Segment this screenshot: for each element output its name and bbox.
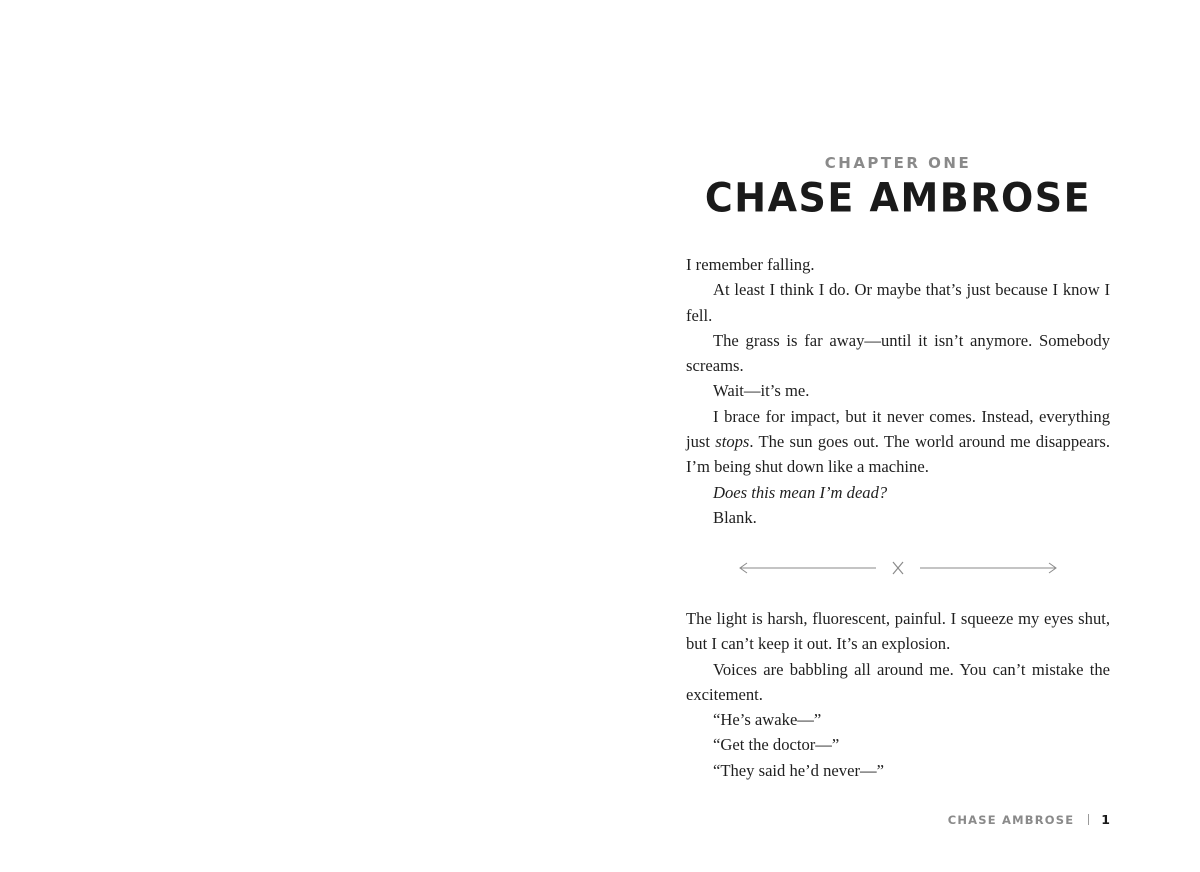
section-two-text (686, 606, 1110, 783)
page-number: 1 (1101, 812, 1110, 827)
paragraph: “He’s awake—” (713, 710, 822, 730)
paragraph: Wait—it’s me. (713, 381, 810, 401)
paragraph: The grass is far away—until it isn’t anymore. Somebody screams. (686, 330, 1110, 376)
paragraph: Blank. (713, 507, 757, 527)
italic-thought: Does this mean I’m dead? (713, 482, 888, 502)
paragraph-lead: I brace for impact, but it never comes. Instead, everything just (686, 406, 1110, 452)
paragraph (686, 404, 1110, 480)
paragraph: At least I think I do. Or maybe that’s just because I know I fell. (686, 280, 1110, 325)
footer-divider (1088, 814, 1089, 825)
paragraph: I remember falling. (686, 255, 815, 274)
running-title: CHASE AMBROSE (947, 812, 1075, 827)
running-footer (948, 812, 1110, 827)
section-break-ornament (738, 558, 1058, 578)
paragraph: The light is harsh, fluorescent, painful. I squeeze my eyes shut, but I can’t keep it out. It’s an explosion. (686, 609, 1110, 654)
paragraph: “They said he’d never—” (713, 760, 884, 780)
chapter-label: CHAPTER ONE (824, 154, 972, 172)
paragraph: Voices are babbling all around me. You can’t mistake the excitement. (686, 659, 1110, 704)
paragraph (686, 480, 1110, 505)
chapter-title: CHASE AMBROSE (704, 174, 1092, 222)
italic-word: stops (715, 432, 750, 452)
paragraph: “Get the doctor—” (713, 735, 840, 755)
paragraph-rest: . The sun goes out. The world around me disappears. I’m being shut down like a machine. (686, 432, 1110, 477)
left-arrow-icon (740, 563, 876, 573)
right-arrow-icon (920, 563, 1056, 573)
section-one-text (686, 252, 1110, 530)
x-mark-icon (893, 562, 903, 574)
